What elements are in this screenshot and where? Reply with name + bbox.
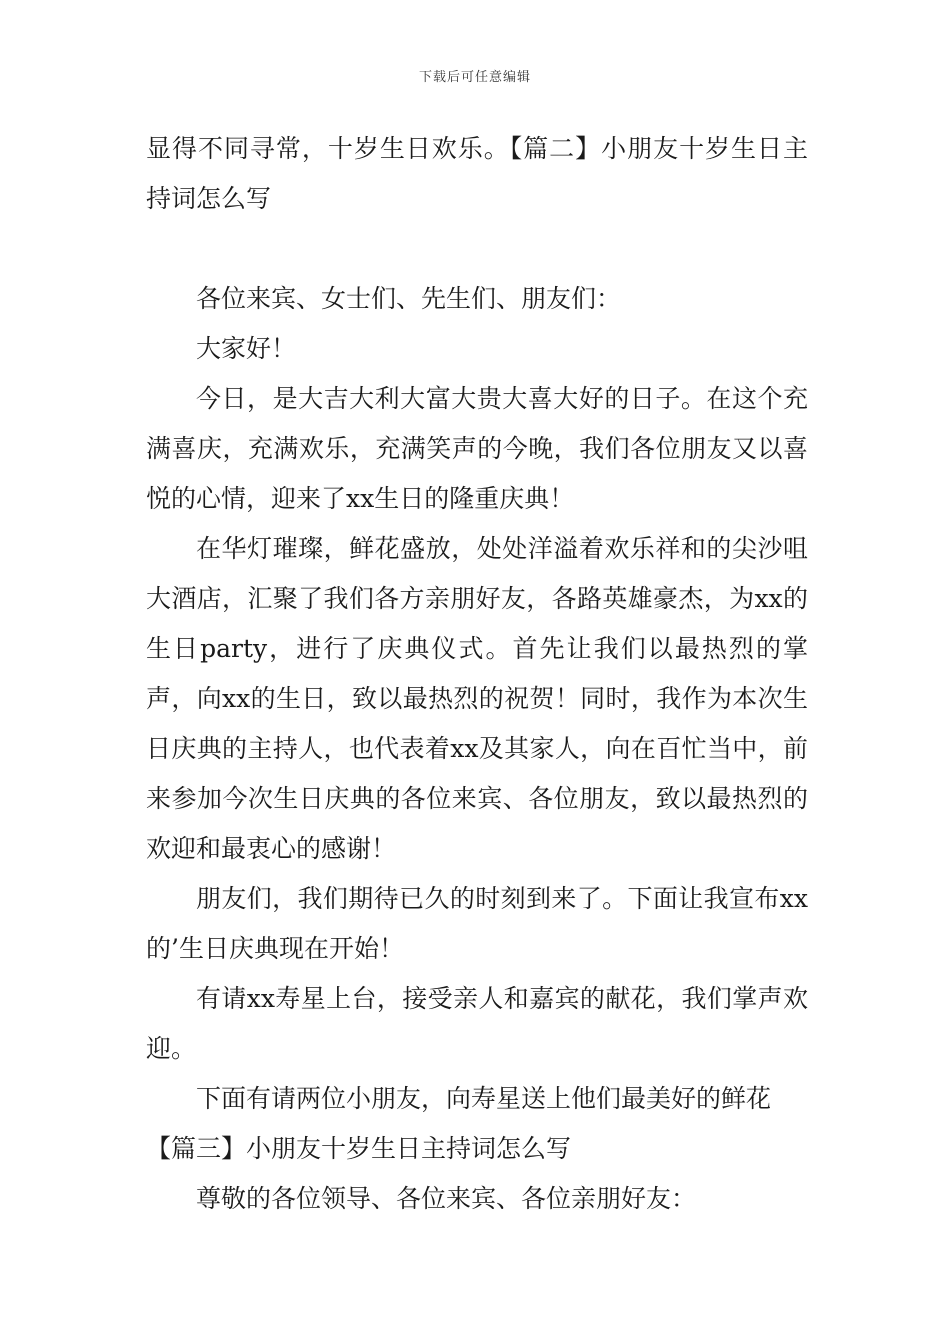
paragraph-gap xyxy=(146,224,808,274)
page-header: 下载后可任意编辑 xyxy=(418,70,531,85)
section-heading-3: 【篇三】小朋友十岁生日主持词怎么写 xyxy=(146,1134,572,1163)
paragraph-1: 显得不同寻常，十岁生日欢乐。【篇二】小朋友十岁生日主持词怎么写 xyxy=(146,134,808,213)
paragraph-4: 今日，是大吉大利大富大贵大喜大好的日子。在这个充满喜庆，充满欢乐，充满笑声的今晚，我们各位朋友又以喜悦的心情，迎来了xx生日的隆重庆典！ xyxy=(146,384,808,513)
paragraph-5: 在华灯璀璨，鲜花盛放，处处洋溢着欢乐祥和的尖沙咀大酒店，汇聚了我们各方亲朋好友，各路英雄豪杰，为xx的生日party，进行了庆典仪式。首先让我们以最热烈的掌声，向xx的生日，致以最热烈的祝贺！同时，我作为本次生日庆典的主持人，也代表着xx及其家人，向在百忙当中，前来参加今次生日庆典的各位来宾、各位朋友，致以最热烈的欢迎和最衷心的感谢！ xyxy=(146,534,808,863)
paragraph-6: 朋友们，我们期待已久的时刻到来了。下面让我宣布xx的’生日庆典现在开始！ xyxy=(146,884,808,963)
paragraph-9: 尊敬的各位领导、各位来宾、各位亲朋好友： xyxy=(196,1184,697,1213)
paragraph-3: 大家好！ xyxy=(196,334,297,363)
paragraph-7: 有请xx寿星上台，接受亲人和嘉宾的献花，我们掌声欢迎。 xyxy=(146,984,808,1063)
paragraph-8: 下面有请两位小朋友，向寿星送上他们最美好的鲜花 xyxy=(196,1084,772,1113)
paragraph-2: 各位来宾、女士们、先生们、朋友们： xyxy=(196,284,622,313)
document-body xyxy=(146,124,808,1224)
